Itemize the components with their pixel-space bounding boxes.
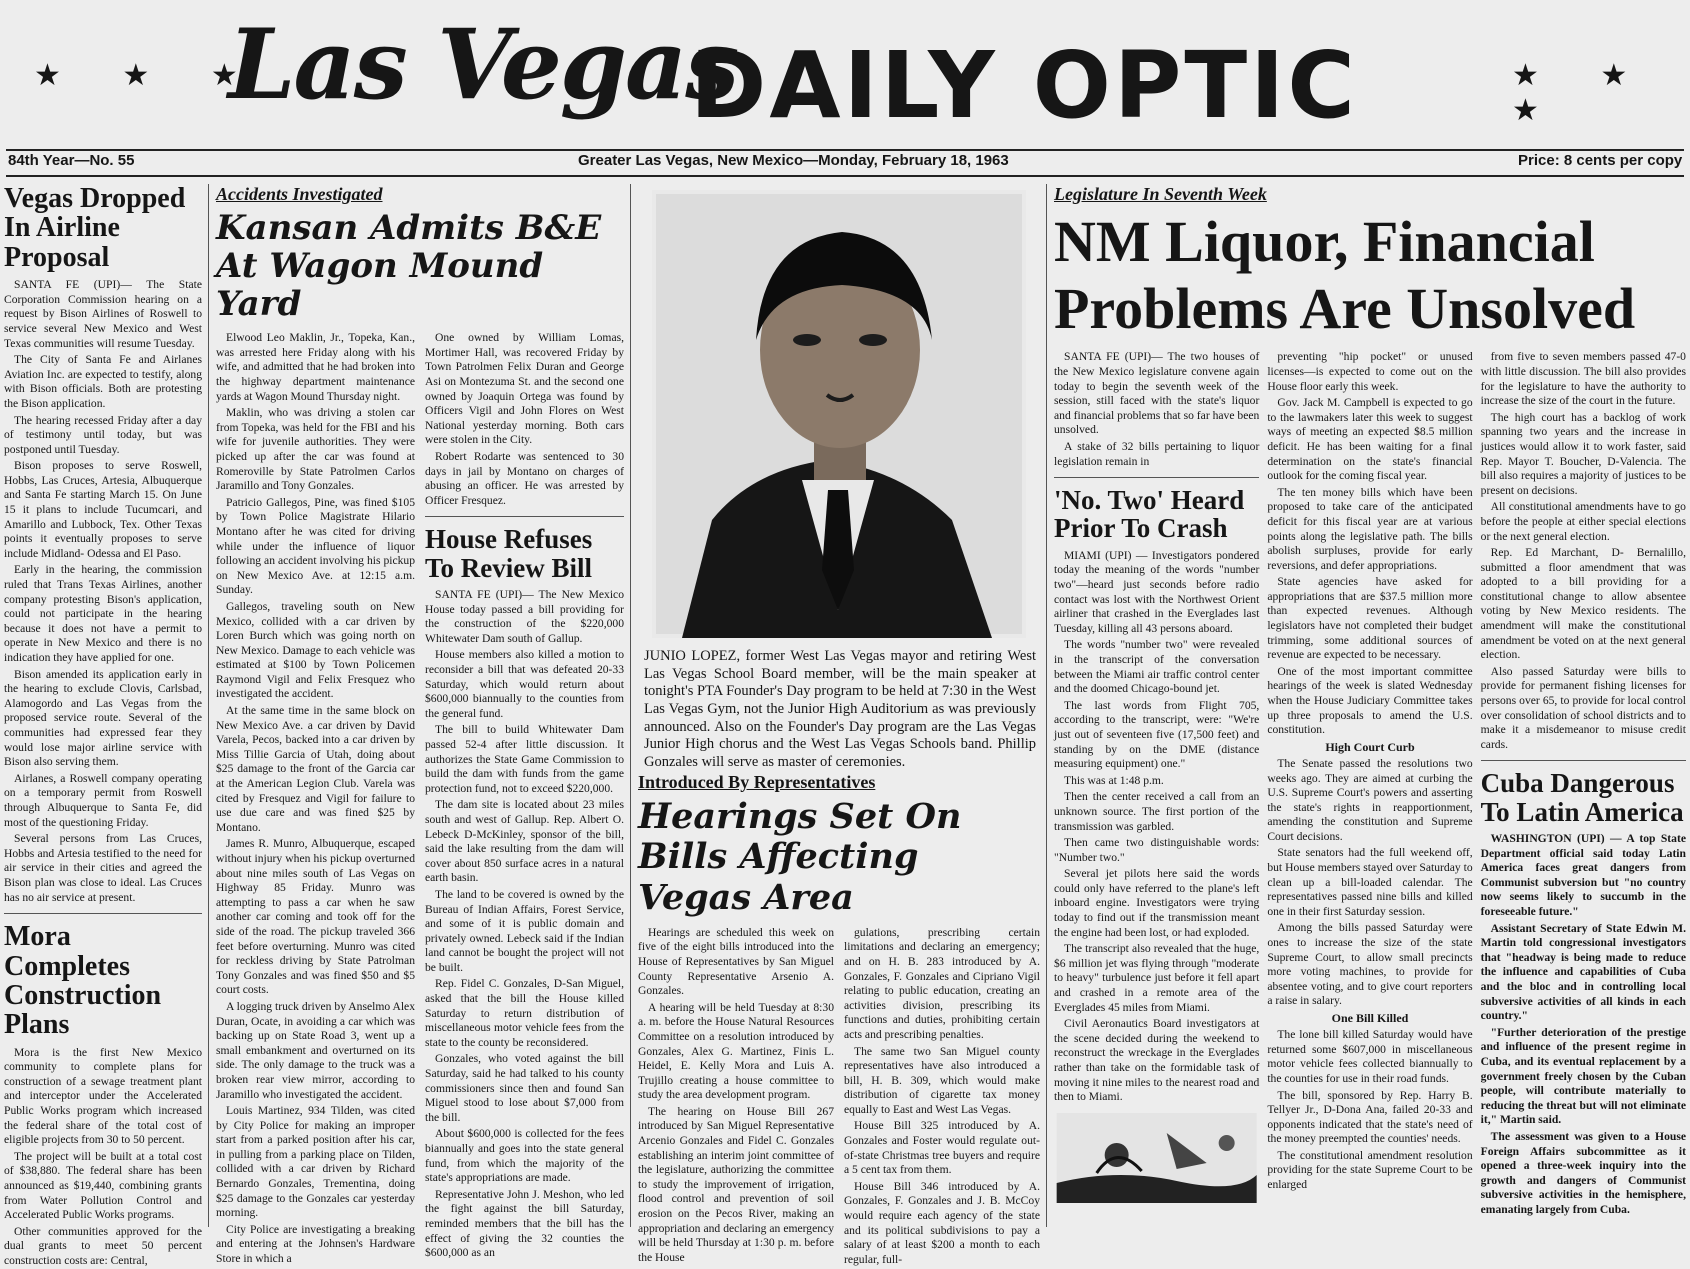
paragraph: WASHINGTON (UPI) — A top State Department official said today Latin America faces great dangers from Communist subversion but "no country now seems likely to succumb in the foreseeable future." (1480, 832, 1686, 919)
paragraph: The same two San Miguel county representatives have also introduced a bill, H. B. 309, which would make distribution of cigarette tax money equally to East and West Las Vegas. (844, 1044, 1040, 1116)
masthead (0, 0, 1690, 148)
paragraph: Several jet pilots here said the words could only have referred to the plane's left inboard engine. Investigators were trying today to find out if the transmission meant the engine had been lost, or had exploded. (1054, 867, 1260, 939)
paragraph: The hearing on House Bill 267 introduced by San Miguel Representative Arcenio Gonzales and Fidel C. Gonzales establishing an interim joint committee of the legislature, authorizing the committee to study the improvement of irrigation, flood control and prevention of soil erosion on the Pecos River, making an appropriation and declaring an emergency will be held Thursday at 1:30 p. m. before the House (638, 1104, 834, 1264)
paragraph: The City of Santa Fe and Airlanes Aviation Inc. are expected to testify, along with Bison officials. Both are protesting the Bison application. (4, 353, 202, 410)
paragraph: Elwood Leo Maklin, Jr., Topeka, Kan., was arrested here Friday along with his wife, and admitted that he had broken into the highway department maintenance yards at Wagon Mound Thursday night. (216, 331, 415, 403)
masthead-rule-bottom (6, 175, 1684, 177)
photo-caption: JUNIO LOPEZ, former West Las Vegas mayor and retiring West Las Vegas School Board member, will be the main speaker at tonight's PTA Founder's Day program to be held at 7:30 in the West Las Vegas Gym, not the Junior High Auditorium as was previously announced. Also on the Founder's Day program are the Las Vegas Junior High chorus and the West Las Vegas Schools band. Phillip Gonzales will serve as master of ceremonies. (644, 648, 1036, 771)
paragraph: A stake of 32 bills pertaining to liquor legislation remain in (1054, 439, 1260, 468)
column-liquor (1054, 184, 1686, 1227)
paragraph: SANTA FE (UPI)— The State Corporation Commission hearing on a request by Bison Airlines of Roswell to service several New Mexico and West Texas communities will resume Tuesday. (4, 278, 202, 350)
liquor-columns (1054, 350, 1686, 1219)
paragraph: House Bill 325 introduced by A. Gonzales and Foster would regulate out-of-state Christmas tree buyers and require a 5 cent tax from them. (844, 1119, 1040, 1177)
paragraph: gulations, prescribing certain limitations and declaring an emergency; and on H. B. 283 introduced by A. Gonzales, F. Gonzales and Cipriano Vigil relating to public education, creating an activities division, prescribing its functions and duties, prohibiting certain acts and prescribing penalties. (844, 925, 1040, 1041)
paragraph: This was at 1:48 p.m. (1064, 773, 1164, 787)
story-liquor-continued-2 (1481, 350, 1686, 752)
paragraph: One of the most important committee hearings of the week is slated Wednesday when the House Judiciary Committee takes up three proposals to amend the U.S. constitution. (1267, 664, 1473, 737)
story-divider (1054, 477, 1259, 478)
paragraph: The bill to build Whitewater Dam passed 52-4 after little discussion. It authorizes the State Game Commission to build the dam with funds from the game protection fund, not to exceed $220,000. (425, 723, 624, 795)
story-kansan (216, 331, 415, 1266)
column-hearings (638, 772, 1040, 1266)
kicker-accidents: Accidents Investigated (216, 184, 383, 204)
story-house-refuses (425, 588, 624, 1261)
paragraph: The high court has a backlog of work spanning two years and the increase in justices would allow it to work faster, said Rep. Mayor T. Boucher, D-Valencia. The bill also requires a majority of justices to be present on decisions. (1480, 410, 1686, 497)
paragraph: "Further deterioration of the prestige and influence of the present regime in Cuba, and its eventual replacement by a government freely chosen by the Cuban people, will contribute materially to reducing the threat but will not eliminate it," Martin said. (1480, 1025, 1686, 1127)
paragraph: preventing "hip pocket" or unused licenses—is expected to come out on the House floor early this week. (1267, 350, 1473, 393)
paragraph: Bison amended its application early in the hearing to exclude Clovis, Carlsbad, Alamogordo and Las Vegas from the proposed service route. Several of the communities had expressed fear they would lose major airline service with Bison also serving them. (4, 667, 202, 769)
paragraph: House Bill 346 introduced by A. Gonzales, F. Gonzales and J. B. McCoy would require each agency of the state and its political subdivisions to pay a salary of at least $200 a month to each regular, full- (844, 1179, 1040, 1266)
paragraph: James R. Munro, Albuquerque, escaped without injury when his pickup overturned about nine miles south of Las Vegas on Highway 85 Friday. Munro was attempting to pass a car when he saw another car coming and took off for the side of the road. The pickup traveled 366 feet before overturning. Munro was cited for reckless driving by State Patrolman Tony Gonzales and was fined $50 and $5 court costs. (216, 837, 415, 997)
paragraph: The hearing recessed Friday after a day of testimony until today, but was postponed until Tuesday. (4, 413, 202, 456)
column-kansan (216, 184, 624, 1266)
story-kansan-continued (425, 331, 624, 508)
subhead-bill-killed: One Bill Killed (1331, 1011, 1409, 1026)
liquor-col-1 (1054, 350, 1259, 1219)
paragraph: Rep. Ed Marchant, D- Bernalillo, submitted a floor amendment that was adopted to a bill providing for a constitutional change to allow absentee voting by New Mexico residents. The amendment will make the constitutional amendment be voted on at the next general election. (1480, 546, 1686, 662)
portrait-photo-image (652, 190, 1026, 638)
paragraph: Representative John J. Meshon, who led the fight against the bill Saturday, reminded members that the bill has the effect of giving the 32 counties the $600,000 as an (425, 1187, 624, 1260)
kansan-columns (216, 331, 624, 1266)
liquor-col-3 (1481, 350, 1686, 1219)
paragraph: The bill, sponsored by Rep. Harry B. Tellyer Jr., D-Dona Ana, failed 20-33 and opponents indicated that the state's need of the money preempted the counties' needs. (1267, 1088, 1473, 1146)
story-hearings-continued (844, 926, 1040, 1269)
masthead-stars-right: ★ ★ ★ (1512, 58, 1654, 128)
headline-vegas-dropped: Vegas Dropped In Airline Proposal (4, 183, 186, 273)
column-rule (208, 184, 209, 1227)
price: Price: 8 cents per copy (1518, 152, 1683, 169)
paragraph: Robert Rodarte was sentenced to 30 days in jail by Montano on charges of abusing an officer. He was arrested by Officer Fresquez. (425, 449, 624, 507)
cartoon-image (1054, 1113, 1259, 1203)
paragraph: The dam site is located about 23 miles south and west of Gallup. Rep. Albert O. Lebeck D-McKinley, sponsor of the bill, said the lake resulting from the dam will cover about 850 surface acres in a natural earth basin. (425, 798, 624, 885)
paragraph: The ten money bills which have been proposed to take care of the anticipated deficit for this fiscal year are at various points along the legislative path. The bills abolish surpluses, provide for early reversions, and defer appropriations. (1267, 485, 1473, 572)
paragraph: City Police are investigating a breaking and entering at the Johnsen's Hardware Store in which a (216, 1222, 415, 1266)
paragraph: State senators had the full weekend off, but House members stayed over Saturday to clean up a bill-loaded calendar. The representatives passed nine bills and killed one in their first Saturday session. (1267, 846, 1473, 918)
paragraph: Patricio Gallegos, Pine, was fined $105 by Town Police Magistrate Hilario Montano after he was cited for driving while under the influence of liquor following an accident involving his pickup on New Mexico Ave. at 12:15 a.m. Sunday. (216, 495, 415, 597)
masthead-rule-top (6, 149, 1684, 151)
paragraph: MIAMI (UPI) — Investigators pondered today the meaning of the words "number two"—heard just seconds before radio contact was lost with the Northwest Orient airliner that crashed in the Everglades last Tuesday, killing all 43 persons aboard. (1054, 548, 1260, 635)
headline-cuba: Cuba Dangerous To Latin America (1480, 768, 1684, 827)
paragraph: The last words from Flight 705, according to the transcript, were: "We're just out of seventeen five (17,500 feet) and standing by on the DME (distance measuring equipment) one." (1054, 698, 1260, 771)
story-divider (425, 516, 624, 517)
paragraph: The lone bill killed Saturday would have returned some $607,000 in miscellaneous motor vehicle fees collected biannually to the counties for use in their road funds. (1267, 1028, 1473, 1085)
column-rule (630, 184, 631, 1227)
paragraph: from five to seven members passed 47-0 with little discussion. The bill also provides for the legislature to have the authority to increase the size of the court in the future. (1480, 350, 1686, 408)
paragraph: Gov. Jack M. Campbell is expected to go to the lawmakers later this week to suggest ways of meeting an expected $8.5 million deficit. He has been waiting for a final determination on the state's financial outlook for the coming fiscal year. (1267, 396, 1473, 483)
paragraph: SANTA FE (UPI)— The two houses of the New Mexico legislature convene again today to begin the seventh week of the session, still faced with the state's liquor and financial problems that so far have been unsolved. (1054, 350, 1260, 437)
masthead-stars-left: ★ ★ ★ (34, 58, 264, 93)
masthead-title-script: Las Vegas (228, 8, 738, 121)
story-hearings (638, 926, 834, 1269)
story-divider (4, 913, 202, 914)
headline-house-refuses: House Refuses To Review Bill (425, 524, 593, 583)
story-no-two (1054, 549, 1259, 1105)
paragraph: State agencies have asked for appropriations that are $37.5 million more than expected revenues. Although legislators have not completed their budget trimming, some additional sources of revenue are expected to be necessary. (1267, 575, 1473, 662)
story-divider (1481, 760, 1686, 761)
paragraph: Several persons from Las Cruces, Hobbs and Artesia testified to the need for air service in their cities and agreed the Bison plan was close to ideal. Las Cruces has no air service at present. (4, 832, 202, 904)
paragraph: SANTA FE (UPI)— The New Mexico House today passed a bill providing for the construction of the $220,000 Whitewater Dam south of Gallup. (425, 588, 624, 645)
paragraph: The words "number two" were revealed in the transcript of the conversation between the Miami air traffic control center and the doomed Chicago-bound jet. (1054, 638, 1260, 696)
paragraph: Maklin, who was driving a stolen car from Topeka, was held for the FBI and his wife for juvenile authorities. They were picked up after the car was found at Romeroville by State Patrolmen Carlos Jaramillo and Tony Gonzales. (216, 406, 415, 493)
story-liquor (1054, 350, 1259, 469)
paragraph: Then the center received a call from an unknown source. The first portion of the transmission was garbled. (1054, 790, 1260, 833)
paragraph: A logging truck driven by Anselmo Alex Duran, Ocate, in avoiding a car which was backing up on State Road 3, went up a small embankment and overturned on its side. The only damage to the truck was a broken rear view mirror, according to Jaramillo who investigated the accident. (216, 999, 415, 1101)
paragraph: Airlanes, a Roswell company operating on a temporary permit from Roswell through Albuquerque to Santa Fe, did most of the questioning Friday. (4, 771, 202, 829)
paragraph: The project will be built at a total cost of $38,880. The federal share has been announced as $19,440, combining grants from Water Pollution Control and Accelerated Public Works programs. (4, 1149, 202, 1222)
story-cuba (1481, 832, 1686, 1217)
paragraph: Early in the hearing, the commission ruled that Trans Texas Airlines, another company protesting Bison's application, could not participate in the hearing because it does not have a permit to operate in New Mexico and there is no indication they have applied for one. (4, 563, 202, 665)
paragraph: At the same time in the same block on New Mexico Ave. a car driven by David Varela, Pecos, backed into a car driven by Miss Tillie Garcia of Utah, doing about $25 damage to the front of the Garcia car at the American Legion Club. Varela was cited by Fresquez and Vigil for failure to use due care and was fined $25 by Montano. (216, 704, 415, 834)
paragraph: The assessment was given to a House Foreign Affairs subcommittee as it opened a three-week inquiry into the growth and dangers of Communist subversive activities in the hemisphere, emanating largely from Cuba. (1480, 1129, 1686, 1216)
column-left (4, 183, 202, 1267)
dateline-place-date: Greater Las Vegas, New Mexico—Monday, February 18, 1963 (578, 152, 1009, 169)
headline-mora: Mora Completes Construction Plans (4, 921, 162, 1041)
liquor-col-2 (1267, 350, 1472, 1219)
portrait-photo (652, 190, 1026, 638)
paragraph: A hearing will be held Tuesday at 8:30 a. m. before the House Natural Resources Committee on a resolution introduced by Gonzales, Alex G. Martinez, Finis L. Heidel, E. Kelly Mora and Luis A. Trujillo creating a house committee to study the area development program. (638, 1000, 834, 1102)
issue-number: 84th Year—No. 55 (8, 152, 135, 169)
paragraph: Louis Martinez, 934 Tilden, was cited by City Police for making an improper start from a parked position after his car, in pulling from a parking place on Tilden, collided with a car driven by Richard Bernardo Gonzales, Trementina, doing $25 damage to the Gonzales car yesterday morning. (216, 1104, 415, 1220)
paragraph: About $600,000 is collected for the fees biannually and goes into the state general fund, from which the majority of the state's appropriations are made. (425, 1127, 624, 1185)
paragraph: Then came two distinguishable words: "Number two." (1054, 836, 1260, 864)
paragraph: Gallegos, traveling south on New Mexico, collided with a car driven by Loren Burch which was going north on New Mexico. Damage to each vehicle was estimated at $100 by Town Policemen Raymond Vigil and Felix Fresquez who investigated the accident. (216, 599, 415, 701)
paragraph: One owned by William Lomas, Mortimer Hall, was recovered Friday by Town Patrolmen Felix Duran and George Asi on Montezuma St. and the second one owned by Joaquin Ortega was found by Officers Vigil and John Flores on West National yesterday morning. Both cars were stolen in the City. (425, 331, 624, 447)
headline-kansan: Kansan Admits B&E At Wagon Mound Yard (216, 208, 602, 325)
paragraph: The constitutional amendment resolution providing for the state Supreme Court to be enlarged (1267, 1148, 1473, 1192)
headline-hearings: Hearings Set On Bills Affecting Vegas Area (638, 796, 962, 918)
paragraph: House members also killed a motion to reconsider a bill that was defeated 20-33 Saturday, which would return about $600,000 biannually to the counties from the general fund. (425, 648, 624, 720)
paragraph: Hearings are scheduled this week on five of the eight bills introduced into the House of Representatives by San Miguel County Representative Arsenio A. Gonzales. (638, 925, 834, 998)
paragraph: Gonzales, who voted against the bill Saturday, said he had talked to his county commissioners since then and found San Miguel stood to lose about $7,000 from the bill. (425, 1052, 624, 1124)
masthead-title-block: DAILY OPTIC (690, 32, 1358, 139)
column-rule (1046, 184, 1047, 1227)
headline-no-two: 'No. Two' Heard Prior To Crash (1054, 485, 1245, 544)
paragraph: The transcript also revealed that the huge, $6 million jet was flying through "moderate to heavy" turbulence just before it fell apart and crashed in a remote area of the Everglades 45 miles from Miami. (1054, 942, 1260, 1014)
paragraph: All constitutional amendments have to go before the people at either special elections or the next general election. (1480, 500, 1686, 543)
paragraph: Assistant Secretary of State Edwin M. Martin told congressional investigators that "headway is being made to reduce the influence and capabilities of Cuba and the bloc and in controlling local subversive activities of all kinds in each country." (1480, 921, 1686, 1023)
paragraph: Rep. Fidel C. Gonzales, D-San Miguel, asked that the bill the House killed Saturday to return distribution of miscellaneous motor vehicle fees from the state to the county be reconsidered. (425, 977, 624, 1049)
paragraph: Mora is the first New Mexico community to complete plans for construction of a sewage treatment plant and interceptor under the Accelerated Public Works program which increased the federal share of the total cost of eligible projects from 30 to 50 percent. (4, 1045, 202, 1147)
paragraph: Civil Aeronautics Board investigators at the scene decided during the weekend to reconstruct the wreckage in the Everglades rather than take on the formidable task of moving it nine miles to the nearest road and then to Miami. (1054, 1017, 1260, 1104)
kicker-legislature: Legislature In Seventh Week (1054, 184, 1267, 204)
paragraph: Among the bills passed Saturday were ones to increase the size of the state Supreme Court, to allow small precincts more voting machines, to provide for absentee voting, and to give court reporters a raise in salary. (1267, 921, 1473, 1008)
subhead-high-court: High Court Curb (1325, 739, 1415, 754)
headline-liquor: NM Liquor, Financial Problems Are Unsolved (1054, 209, 1636, 341)
kicker-introduced: Introduced By Representatives (638, 772, 876, 792)
kansan-right-column (425, 331, 624, 1263)
hearings-columns (638, 926, 1040, 1269)
paragraph: The Senate passed the resolutions two weeks ago. They are aimed at curbing the U.S. Supreme Court's powers and asserting the state's rights in reapportionment, amending the constitution and Supreme Court decisions. (1267, 756, 1473, 843)
paragraph: The land to be covered is owned by the Bureau of Indian Affairs, Forest Service, and some of it is public domain and privately owned. Lebeck said if the Indian land cannot be bought the project will not be built. (425, 887, 624, 974)
story-vegas-dropped (4, 278, 202, 905)
paragraph: Other communities approved for the dual grants to meet 50 percent construction costs are: Central, (4, 1224, 202, 1267)
story-liquor-continued (1267, 350, 1472, 1192)
paragraph: Also passed Saturday were bills to provide for permanent fishing licenses for persons over 65, to provide for local control over consolidation of school districts and to make it a misdemeanor to misuse credit cards. (1480, 664, 1686, 751)
story-mora (4, 1046, 202, 1269)
cartoon-illustration (1054, 1113, 1259, 1203)
paragraph: Bison proposes to serve Roswell, Hobbs, Las Cruces, Artesia, Albuquerque and Santa Fe starting March 15. On June 15 it plans to include Tucumcari, and Amarillo and Lubbock, Tex. Other Texas points it eventually proposes to serve include Midland- Odessa and El Paso. (4, 459, 202, 560)
